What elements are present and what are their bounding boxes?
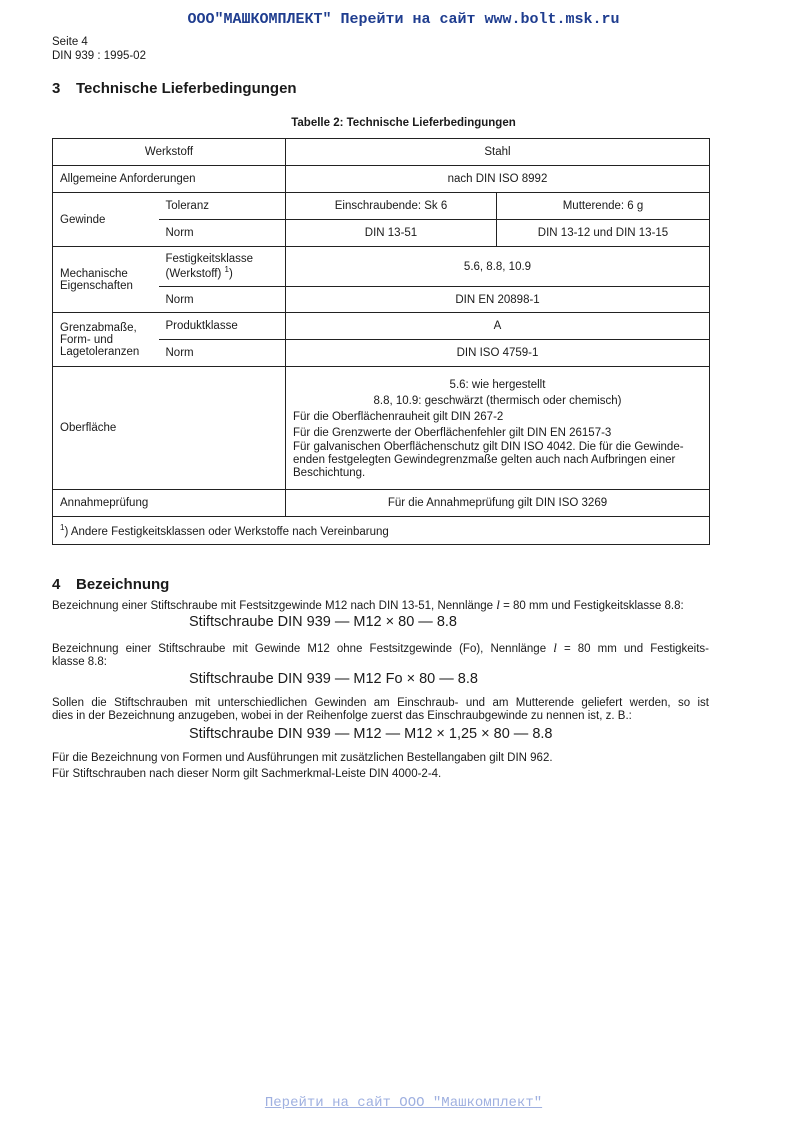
mechanical-norm-value: DIN EN 20898-1	[286, 287, 710, 313]
surface-label: Oberfläche	[53, 367, 286, 490]
surface-line: 5.6: wie hergestellt	[449, 378, 546, 391]
nut-end-norm: DIN 13-12 und DIN 13-15	[497, 220, 710, 247]
table-row	[53, 166, 710, 193]
table-caption: Tabelle 2: Technische Lieferbedingungen	[291, 117, 516, 129]
page-header	[52, 35, 146, 63]
section-4-number: 4	[52, 576, 61, 593]
paragraph-1	[52, 598, 709, 613]
top-banner-link[interactable]: ООО"МАШКОМПЛЕКТ" Перейти на сайт www.bolt.msk.ru	[187, 11, 620, 28]
section-4-title: Bezeichnung	[76, 576, 170, 593]
section-4-heading	[52, 576, 169, 593]
paragraph-3-line1: Sollen die Stiftschrauben mit unterschiedlichen Gewinden am Einschraub- und am Mutterende geliefert werden, so ist	[52, 697, 709, 709]
surface-line: 8.8, 10.9: geschwärzt (thermisch oder chemisch)	[373, 394, 622, 407]
strength-class-line2: (Werkstoff)	[165, 267, 222, 280]
table-row	[53, 490, 710, 517]
strength-class-line1: Festigkeitsklasse	[165, 253, 254, 266]
surface-spec	[286, 367, 710, 490]
strength-class-paren: )	[228, 267, 233, 280]
strength-class-value: 5.6, 8.8, 10.9	[286, 247, 710, 287]
limits-label-line2: Form- und	[60, 333, 114, 346]
limits-norm-value: DIN ISO 4759-1	[286, 340, 710, 367]
designation-example-2: Stiftschraube DIN 939 — M12 Fo × 80 — 8.8	[189, 671, 478, 687]
mechanical-norm-label: Norm	[159, 287, 286, 313]
general-label: Allgemeine Anforderungen	[53, 166, 286, 193]
delivery-conditions-table	[52, 138, 710, 545]
thread-label: Gewinde	[53, 193, 159, 247]
surface-line: Beschichtung.	[293, 466, 366, 479]
length-symbol: l	[553, 640, 557, 655]
mechanical-label-line1: Mechanische	[60, 267, 128, 280]
section-3-heading	[52, 80, 297, 97]
acceptance-label: Annahmeprüfung	[53, 490, 286, 517]
paragraph-2-text: Bezeichnung einer Stiftschraube mit Gewinde M12 ohne Festsitzgewinde (Fo), Nennlänge	[52, 643, 547, 655]
screw-end-tolerance: Einschraubende: Sk 6	[286, 193, 497, 220]
table-row	[53, 193, 710, 220]
footnote-number: 1	[60, 523, 65, 533]
limits-norm-label: Norm	[159, 340, 286, 367]
general-value: nach DIN ISO 8992	[286, 166, 710, 193]
designation-example-3: Stiftschraube DIN 939 — M12 — M12 × 1,25 × 80 — 8.8	[189, 726, 553, 742]
paragraph-1-text: Bezeichnung einer Stiftschraube mit Festsitzgewinde M12 nach DIN 13-51, Nennlänge	[52, 600, 494, 612]
strength-class-label	[159, 247, 286, 287]
paragraph-4: Für die Bezeichnung von Formen und Ausführungen mit zusätzlichen Bestellangaben gilt DIN 962.	[52, 752, 553, 764]
header-steel: Stahl	[286, 139, 710, 166]
surface-line: enden festgelegten Gewindegrenzmaße gelten auch nach Aufbringen einer	[293, 453, 676, 466]
tolerance-label: Toleranz	[159, 193, 286, 220]
footnote-text: ) Andere Festigkeitsklassen oder Werkstoffe nach Vereinbarung	[64, 525, 389, 538]
product-class-value: A	[286, 313, 710, 340]
designation-example-1: Stiftschraube DIN 939 — M12 × 80 — 8.8	[189, 614, 457, 630]
table-row	[53, 139, 710, 166]
surface-line: Für die Grenzwerte der Oberflächenfehler gilt DIN EN 26157-3	[293, 426, 612, 439]
product-class-label: Produktklasse	[159, 313, 286, 340]
bottom-banner-link[interactable]: Перейти на сайт ООО "Машкомплект"	[264, 1095, 543, 1111]
acceptance-value: Für die Annahmeprüfung gilt DIN ISO 3269	[286, 490, 710, 517]
section-3-number: 3	[52, 80, 61, 97]
table-row	[53, 517, 710, 545]
paragraph-2-text-cont: klasse 8.8:	[52, 656, 107, 668]
standard-id: DIN 939 : 1995-02	[52, 50, 146, 62]
footnote-marker: 1	[224, 265, 229, 275]
table-footnote	[53, 517, 710, 545]
section-3-title: Technische Lieferbedingungen	[76, 80, 297, 97]
paragraph-5: Für Stiftschrauben nach dieser Norm gilt Sachmerkmal-Leiste DIN 4000-2-4.	[52, 768, 442, 780]
thread-norm-label: Norm	[159, 220, 286, 247]
length-symbol: l	[496, 597, 500, 612]
table-row	[53, 367, 710, 490]
limits-label-line3: Lagetoleranzen	[60, 345, 140, 358]
page-number: Seite 4	[52, 36, 88, 48]
screw-end-norm: DIN 13-51	[286, 220, 497, 247]
table-row	[53, 313, 710, 340]
paragraph-1-text-end: = 80 mm und Festigkeitsklasse 8.8:	[503, 600, 684, 612]
header-material: Werkstoff	[53, 139, 286, 166]
limits-label	[53, 313, 159, 367]
paragraph-3-line2: dies in der Bezeichnung anzugeben, wobei in der Reihenfolge zuerst das Einschraubgewinde zu nennen ist, z. B.:	[52, 710, 632, 722]
surface-line: Für die Oberflächenrauheit gilt DIN 267-2	[293, 410, 504, 423]
paragraph-3	[52, 697, 709, 723]
limits-label-line1: Grenzabmaße,	[60, 321, 137, 334]
mechanical-label	[53, 247, 159, 313]
paragraph-2-text-end: = 80 mm und Festigkeits-	[563, 643, 709, 655]
paragraph-2	[52, 641, 709, 669]
mechanical-label-line2: Eigenschaften	[60, 279, 133, 292]
nut-end-tolerance: Mutterende: 6 g	[497, 193, 710, 220]
surface-line: Für galvanischen Oberflächenschutz gilt DIN ISO 4042. Die für die Gewinde-	[293, 440, 684, 453]
table-row	[53, 247, 710, 287]
